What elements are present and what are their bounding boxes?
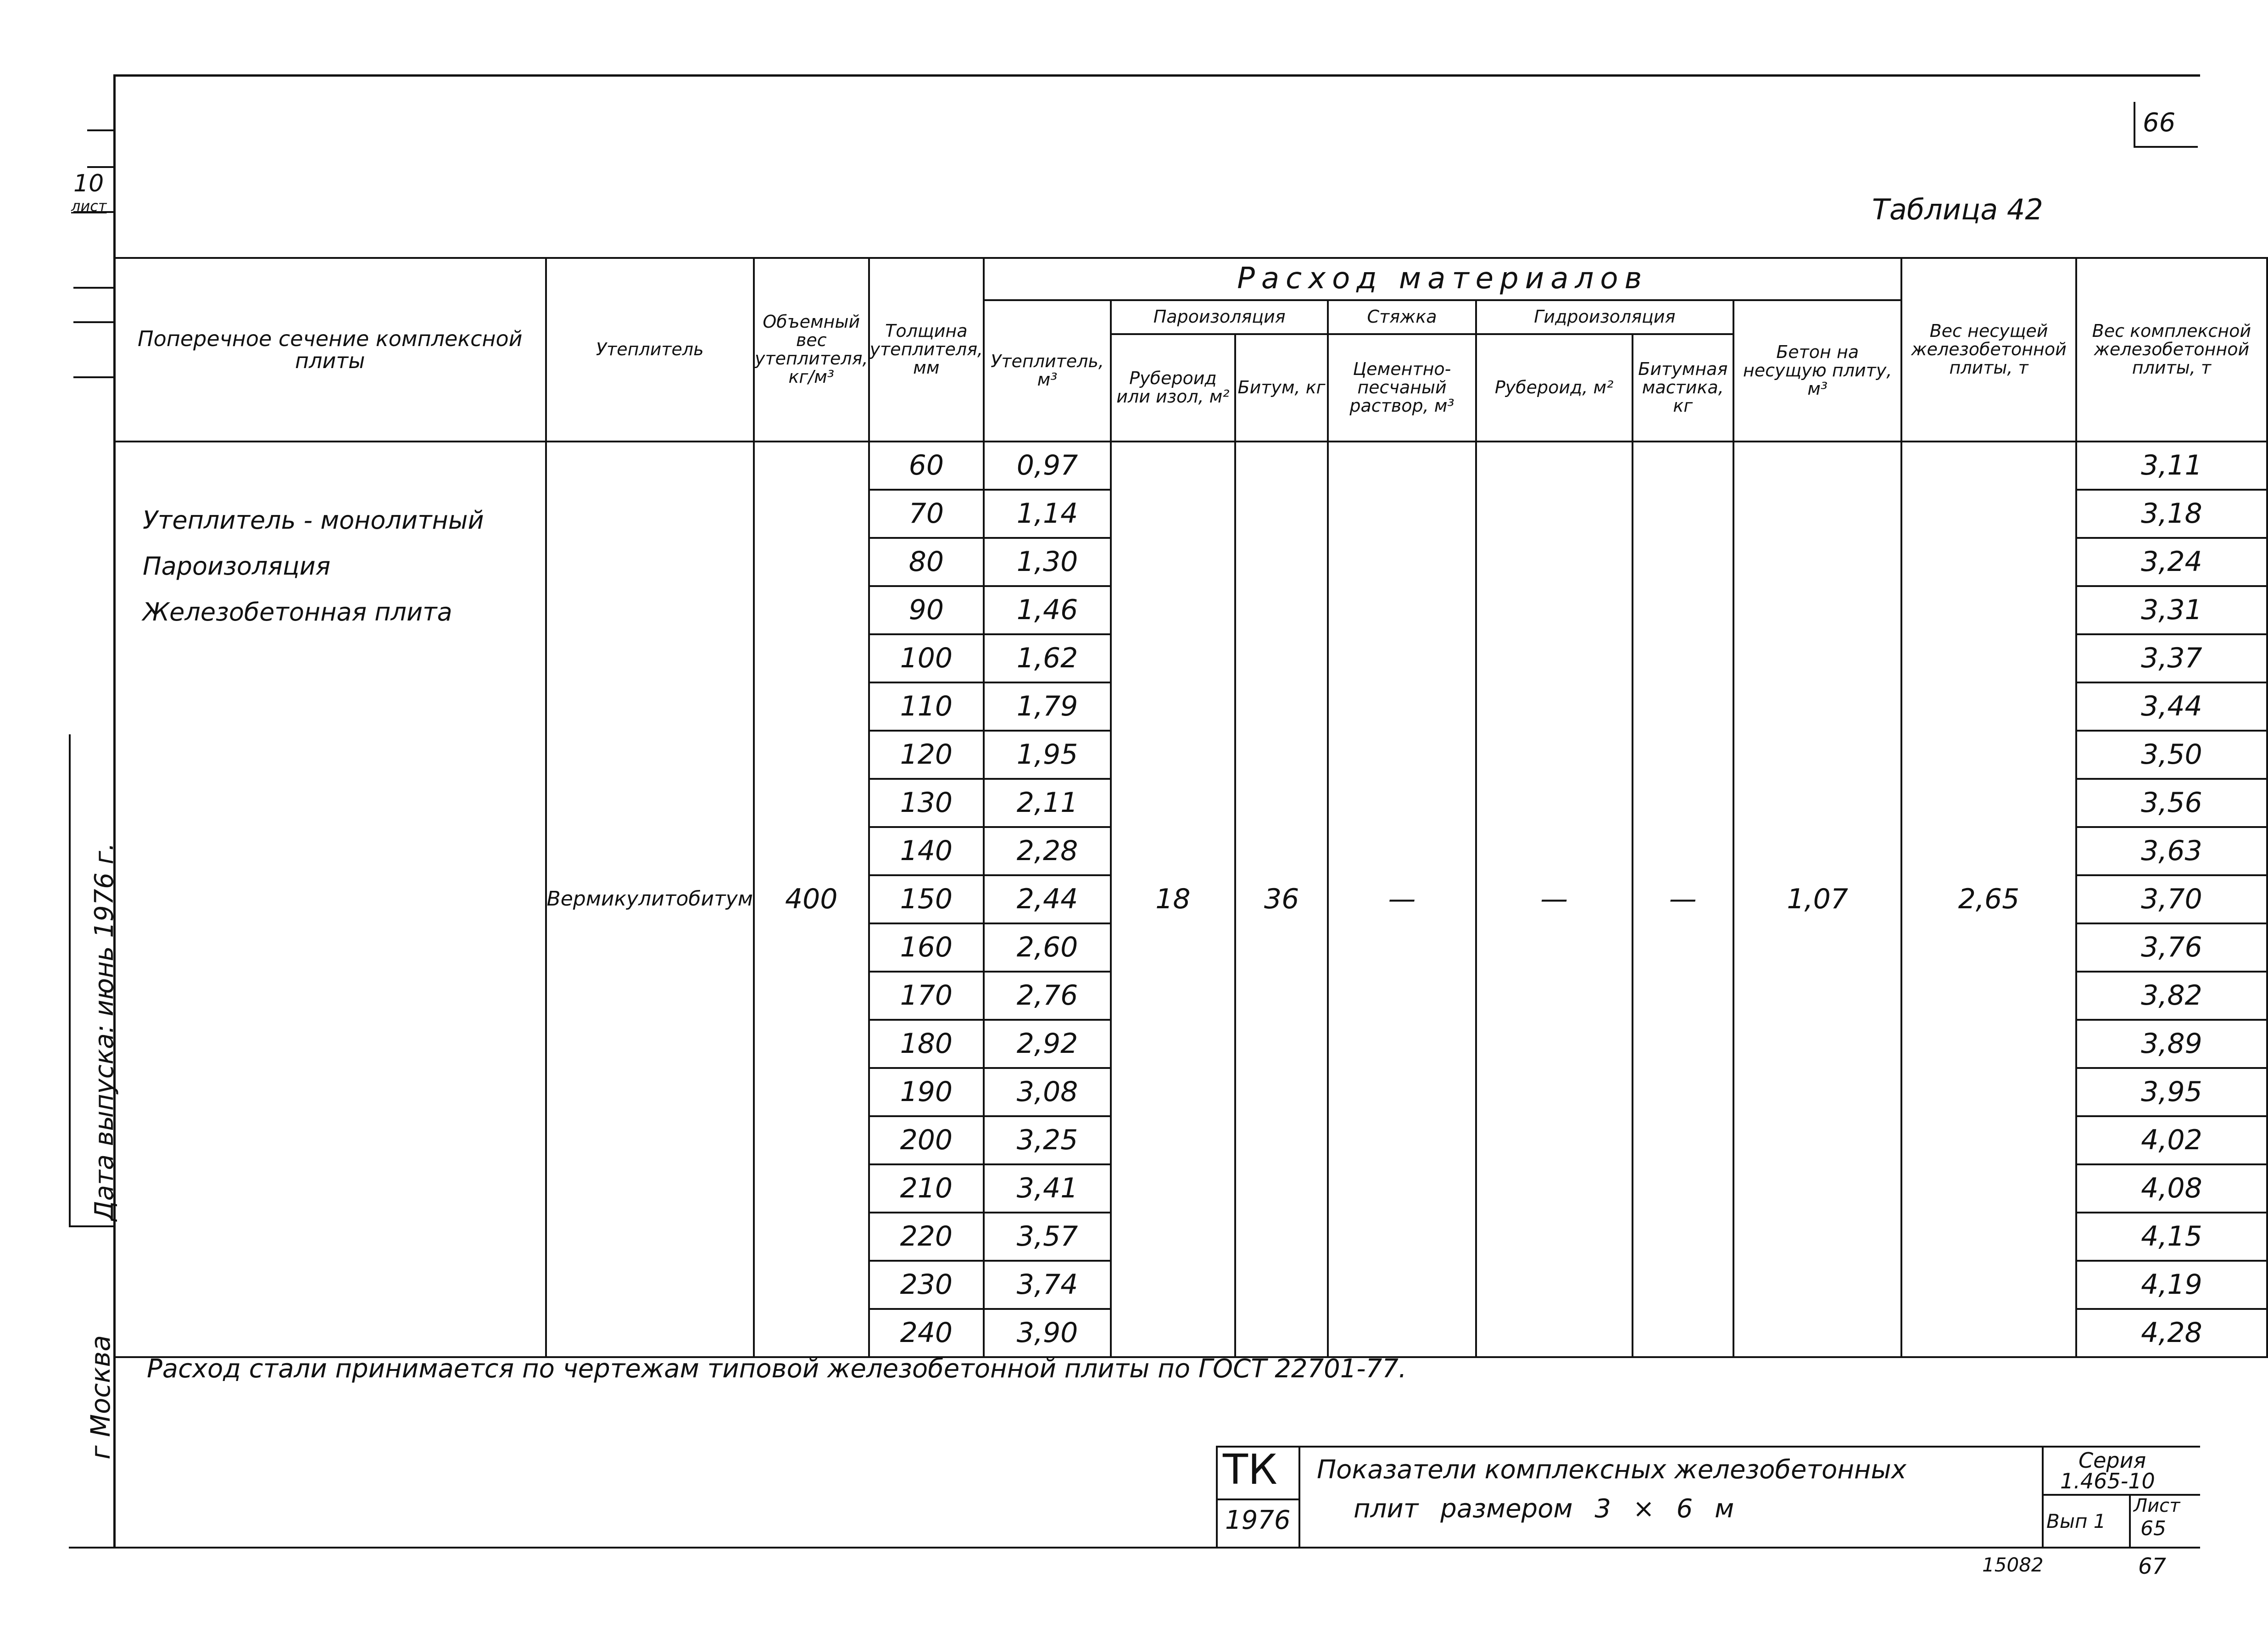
thickness-cell: 140 [869,827,984,875]
volume-cell: 1,95 [984,731,1111,779]
header-cement-mortar: Цементно-песчаный раствор, м³ [1328,334,1476,442]
complex-weight-cell: 3,24 [2076,538,2267,586]
issue-label: Вып 1 [2046,1510,2106,1532]
volume-cell: 1,79 [984,682,1111,731]
cement-mortar-value: — [1328,442,1476,1357]
margin-tick [73,321,113,323]
complex-weight-cell: 4,15 [2076,1213,2267,1261]
header-concrete: Бетон на несущую плиту, м³ [1733,300,1901,442]
title-block-line [2129,1494,2131,1549]
volume-cell: 3,08 [984,1068,1111,1116]
thickness-cell: 180 [869,1020,984,1068]
complex-weight-cell: 4,19 [2076,1261,2267,1309]
complex-weight-cell: 3,76 [2076,923,2267,972]
volume-cell: 3,90 [984,1309,1111,1357]
volume-cell: 3,74 [984,1261,1111,1309]
header-screed: Стяжка [1328,300,1476,334]
complex-weight-cell: 3,70 [2076,875,2267,923]
volume-weight-value: 400 [754,442,869,1357]
insulation-type: Вермикулитобитум [546,442,754,1357]
header-ruberoid-water: Рубероид, м² [1476,334,1633,442]
section-line: Железобетонная плита [143,598,452,626]
date-box-line [69,734,71,1225]
series-label: Серия [2079,1448,2146,1473]
margin-tick [87,166,113,168]
complex-weight-cell: 3,95 [2076,1068,2267,1116]
margin-tick [73,287,113,289]
thickness-cell: 200 [869,1116,984,1164]
volume-cell: 2,76 [984,972,1111,1020]
thickness-cell: 80 [869,538,984,586]
volume-cell: 1,14 [984,490,1111,538]
title-block-line [1298,1446,1300,1549]
ruberoid-water-value: — [1476,442,1633,1357]
header-vapor-barrier: Пароизоляция [1111,300,1328,334]
sheet-label: Лист [2134,1495,2180,1516]
thickness-cell: 170 [869,972,984,1020]
title-line-2: плит размером 3 × 6 м [1354,1494,1734,1524]
header-materials: Расход материалов [984,258,1901,300]
title-block-line [2042,1446,2044,1549]
title-line-1: Показатели комплексных железобетонных [1317,1455,1906,1485]
volume-cell: 2,44 [984,875,1111,923]
header-complex-weight: Вес комплексной железобетонной плиты, т [2076,258,2267,442]
volume-cell: 2,28 [984,827,1111,875]
complex-weight-cell: 3,37 [2076,634,2267,682]
title-block-line [1216,1498,1298,1500]
volume-cell: 3,25 [984,1116,1111,1164]
volume-cell: 2,11 [984,779,1111,827]
series-value: 1.465-10 [2060,1469,2155,1493]
header-insul-volume: Утеплитель, м³ [984,300,1111,442]
margin-tick [73,376,113,378]
complex-weight-cell: 3,44 [2076,682,2267,731]
header-insulation: Утеплитель [546,258,754,442]
header-carrier-weight: Вес несущей железобетонной плиты, т [1901,258,2076,442]
thickness-cell: 110 [869,682,984,731]
volume-cell: 1,62 [984,634,1111,682]
section-line: Пароизоляция [143,552,331,581]
volume-cell: 3,57 [984,1213,1111,1261]
footnote: Расход стали принимается по чертежам типовой железобетонной плиты по ГОСТ 22701-77. [147,1354,1407,1384]
thickness-cell: 90 [869,586,984,634]
complex-weight-cell: 3,50 [2076,731,2267,779]
city-label: г Москва [85,1335,116,1459]
margin-tick [87,129,113,131]
bitumen-mastic-value: — [1633,442,1733,1357]
table-label: Таблица 42 [1872,193,2043,226]
complex-weight-cell: 4,28 [2076,1309,2267,1357]
thickness-cell: 210 [869,1164,984,1213]
tk-mark: ТК [1223,1446,1277,1494]
date-box-line [69,1225,113,1227]
title-year: 1976 [1225,1505,1291,1535]
thickness-cell: 120 [869,731,984,779]
header-section: Поперечное сечение комплексной плиты [114,258,546,442]
thickness-cell: 240 [869,1309,984,1357]
bottom-page: 67 [2138,1554,2167,1579]
volume-cell: 2,92 [984,1020,1111,1068]
complex-weight-cell: 3,31 [2076,586,2267,634]
ruberoid-vapor-value: 18 [1111,442,1235,1357]
thickness-cell: 130 [869,779,984,827]
complex-weight-cell: 3,56 [2076,779,2267,827]
complex-weight-cell: 3,89 [2076,1020,2267,1068]
thickness-cell: 70 [869,490,984,538]
complex-weight-cell: 3,63 [2076,827,2267,875]
materials-table [113,257,2268,1358]
thickness-cell: 160 [869,923,984,972]
thickness-cell: 220 [869,1213,984,1261]
thickness-cell: 190 [869,1068,984,1116]
volume-cell: 3,41 [984,1164,1111,1213]
complex-weight-cell: 3,18 [2076,490,2267,538]
complex-weight-cell: 4,02 [2076,1116,2267,1164]
release-date: Дата выпуска: июнь 1976 г. [89,843,119,1221]
doc-id: 15082 [1982,1554,2044,1576]
complex-weight-cell: 3,11 [2076,442,2267,490]
volume-cell: 2,60 [984,923,1111,972]
header-waterproofing: Гидроизоляция [1476,300,1733,334]
table-row [114,442,2267,490]
header-bitumen: Битум, кг [1235,334,1328,442]
header-thickness: Толщина утеплителя, мм [869,258,984,442]
thickness-cell: 150 [869,875,984,923]
margin-sheet-abbr: лист [71,197,107,215]
bitumen-value: 36 [1235,442,1328,1357]
complex-weight-cell: 3,82 [2076,972,2267,1020]
margin-number: 10 [73,170,104,197]
header-volume-weight: Объемный вес утеплителя, кг/м³ [754,258,869,442]
sheet-value: 65 [2140,1517,2166,1540]
volume-cell: 0,97 [984,442,1111,490]
volume-cell: 1,30 [984,538,1111,586]
page-number: 66 [2143,108,2176,138]
thickness-cell: 100 [869,634,984,682]
volume-cell: 1,46 [984,586,1111,634]
section-description [114,442,546,1357]
header-bitumen-mastic: Битумная мастика, кг [1633,334,1733,442]
complex-weight-cell: 4,08 [2076,1164,2267,1213]
thickness-cell: 60 [869,442,984,490]
header-ruberoid-vapor: Рубероид или изол, м² [1111,334,1235,442]
concrete-value: 1,07 [1733,442,1901,1357]
section-line: Утеплитель - монолитный [143,506,484,535]
thickness-cell: 230 [869,1261,984,1309]
carrier-weight-value: 2,65 [1901,442,2076,1357]
